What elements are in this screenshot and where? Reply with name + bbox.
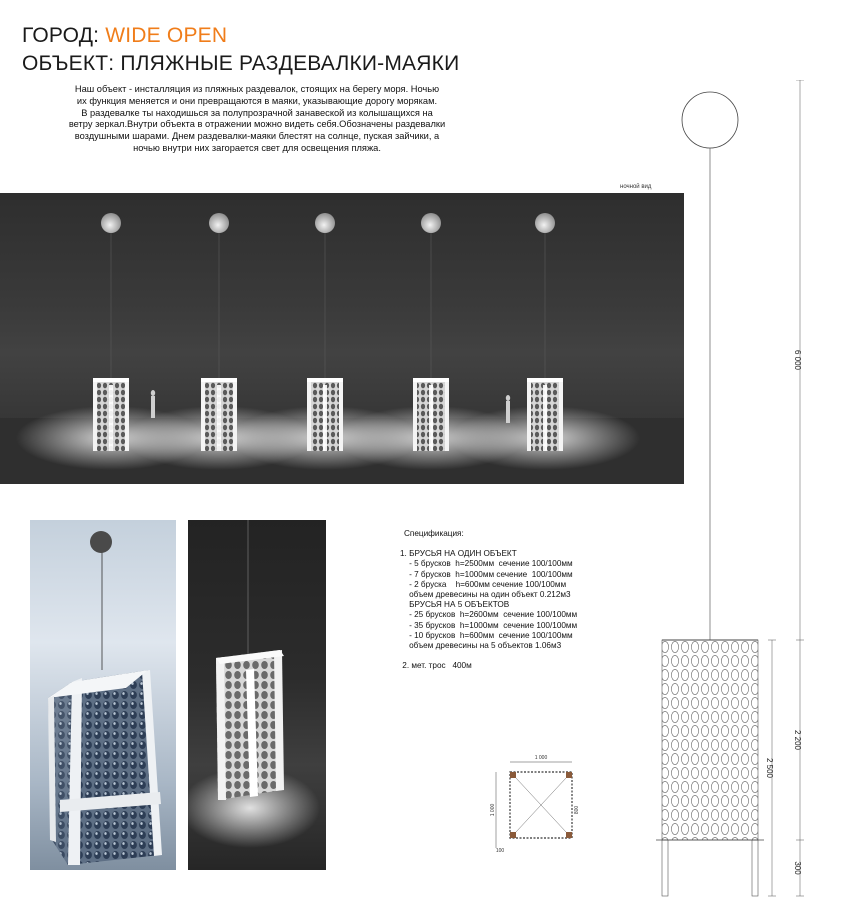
elevation-balloon-icon: [682, 92, 738, 148]
description-line: В раздевалке ты находишься за полупрозрачной занавеской из колышащихся на: [81, 107, 433, 118]
description-line: воздушными шарами. Днем раздевалки-маяки блестят на солнце, пуская зайчики, а: [74, 131, 440, 142]
day-photo: [30, 520, 176, 870]
spec-line: - 7 брусков h=1000мм сечение 100/100мм: [400, 569, 573, 579]
elevation-drawing: [640, 80, 840, 900]
city-value: WIDE OPEN: [105, 24, 228, 47]
object-title: ОБЪЕКТ: ПЛЯЖНЫЕ РАЗДЕВАЛКИ-МАЯКИ: [22, 52, 460, 75]
spec-line: БРУСЬЯ НА 5 ОБЪЕКТОВ: [400, 600, 510, 610]
spec-line: - 25 брусков h=2600мм сечение 100/100мм: [400, 610, 578, 620]
description-line: ночью внутри них загорается свет для освещения пляжа.: [133, 142, 381, 153]
balloon-icon: [315, 213, 335, 233]
description-line: их функция меняется и они превращаются в маяки, указывающие дорогу морякам.: [76, 95, 438, 106]
balloon-icon: [421, 213, 441, 233]
dimension-base: 300: [793, 861, 802, 875]
city-label: ГОРОД:: [22, 24, 100, 47]
spec-line: 1. БРУСЬЯ НА ОДИН ОБЪЕКТ: [400, 549, 517, 559]
balloon-icon: [101, 213, 121, 233]
plan-offset-label: 100: [495, 848, 505, 854]
project-description: [22, 84, 492, 155]
specification: [400, 529, 577, 671]
person-icon: [151, 390, 155, 396]
dimension-upper: 2 500: [765, 757, 774, 779]
plan-inner-label: 800: [574, 805, 580, 815]
plan-depth-label: 1 000: [490, 803, 496, 817]
night-view-label: ночной вид: [620, 184, 652, 190]
spec-line: 2. мет. трос 400м: [400, 661, 472, 671]
plan-svg: [488, 748, 580, 858]
day-render: [30, 520, 176, 870]
spec-line: - 10 брусков h=600мм сечение 100/100мм: [400, 630, 573, 640]
night-photo: [188, 520, 326, 870]
city-title: [22, 24, 227, 48]
elevation-svg: [640, 80, 840, 900]
spec-line: - 2 бруска h=600мм сечение 100/100мм: [400, 579, 567, 589]
spec-heading: Спецификация:: [404, 529, 464, 538]
spec-spacer: [400, 651, 577, 661]
dimension-total: 6 000: [793, 349, 802, 371]
description-line: Наш объект - инсталляция из пляжных раздевалок, стоящих на берегу моря. Ночью: [74, 84, 440, 94]
spec-line: - 5 брусков h=2500мм сечение 100/100мм: [400, 559, 573, 569]
balloon-icon: [90, 531, 112, 553]
plan-width-label: 1 000: [534, 755, 548, 761]
balloon-icon: [535, 213, 555, 233]
panorama-render: [0, 193, 684, 484]
balloon-icon: [209, 213, 229, 233]
dimension-mid: 2 200: [793, 729, 802, 751]
plan-drawing: [488, 748, 580, 858]
night-view-panorama: [0, 193, 684, 484]
description-line: ветру зеркал.Внутри объекта в отражении можно видеть себя.Обозначены раздевалки: [68, 119, 446, 130]
spec-line: объем древесины на 5 объектов 1.06м3: [400, 641, 562, 651]
night-render: [188, 520, 326, 870]
spec-line: - 35 брусков h=1000мм сечение 100/100мм: [400, 620, 578, 630]
person-icon: [506, 395, 510, 401]
spec-line: объем древесины на один объект 0.212м3: [400, 590, 571, 600]
